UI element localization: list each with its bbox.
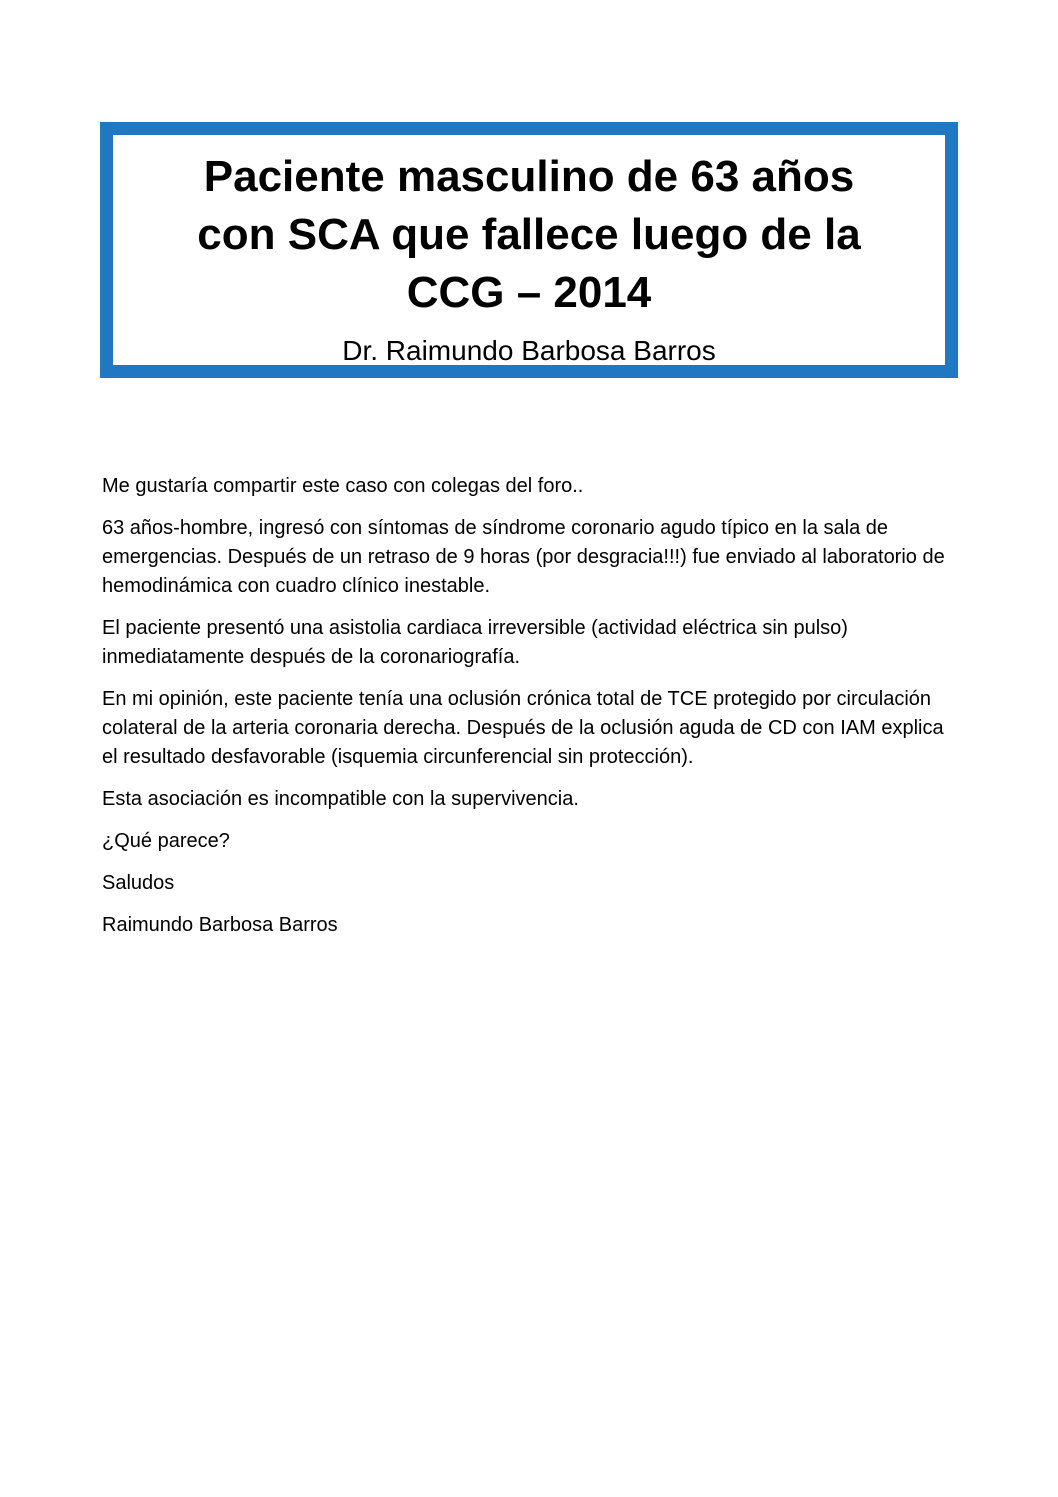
- paragraph-opinion: En mi opinión, este paciente tenía una oclusión crónica total de TCE protegido por circulación colateral de la arteria coronaria derecha. Después de la oclusión aguda de CD con IAM explica el resultado desfavorable (isquemia circunferencial sin protección).: [102, 688, 944, 768]
- paragraph-greeting: Me gustaría compartir este caso con colegas del foro..: [102, 475, 584, 497]
- paragraph-signature: Raimundo Barbosa Barros: [102, 914, 338, 936]
- title-line: con SCA que fallece luego de la: [197, 210, 861, 259]
- document-body: [102, 472, 962, 953]
- paragraph-outcome: El paciente presentó una asistolia cardiaca irreversible (actividad eléctrica sin pulso) inmediatamente después de la coronariografía.: [102, 617, 848, 668]
- paragraph-question: ¿Qué parece?: [102, 830, 230, 852]
- title-box: [100, 122, 958, 378]
- title-line: Paciente masculino de 63 años: [203, 152, 855, 201]
- paragraph-case-presentation: 63 años-hombre, ingresó con síntomas de síndrome coronario agudo típico en la sala de emergencias. Después de un retraso de 9 horas (por desgracia!!!) fue enviado al laboratorio de hemodinámica con cuadro clínico inestable.: [102, 517, 945, 597]
- paragraph-closing: Saludos: [102, 872, 175, 894]
- author-name: Dr. Raimundo Barbosa Barros: [342, 335, 716, 366]
- paragraph-conclusion: Esta asociación es incompatible con la supervivencia.: [102, 788, 579, 810]
- title-line: CCG – 2014: [406, 268, 652, 317]
- document-title: [113, 135, 945, 322]
